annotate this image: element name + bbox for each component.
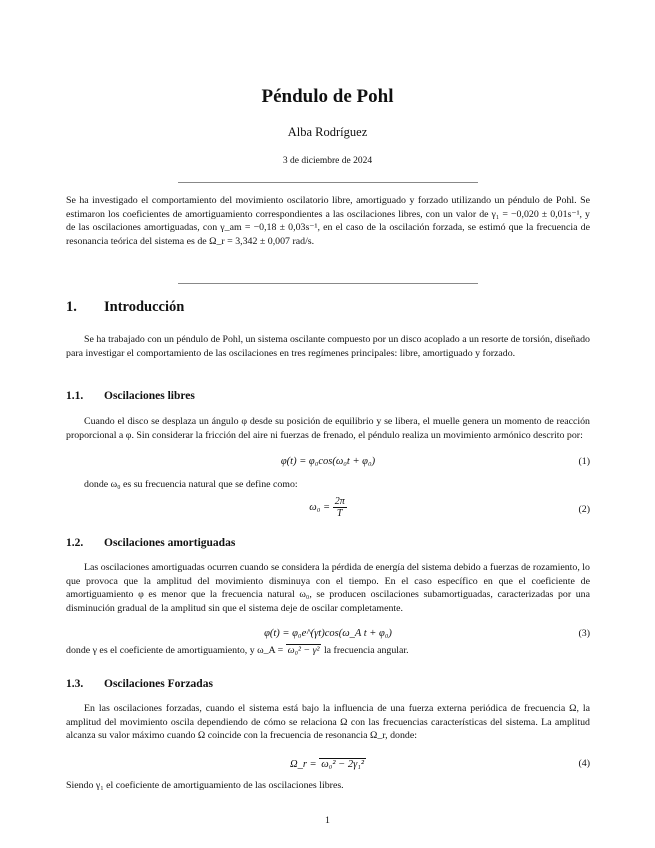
equation-4-number: (4)	[578, 758, 590, 769]
subsection-title: Oscilaciones Forzadas	[104, 678, 213, 690]
equation-3-number: (3)	[578, 628, 590, 639]
equation-2-number: (2)	[578, 504, 590, 515]
equation-4	[66, 758, 590, 771]
fraction-denominator: T	[336, 508, 343, 519]
section-heading-introduccion	[66, 299, 184, 316]
angular-frequency-paragraph	[66, 644, 590, 658]
introduction-paragraph: Se ha trabajado con un péndulo de Pohl, un sistema oscilante compuesto por un disco acoplado a un resorte de torsión, diseñado para investigar el comportamiento de las oscilaciones en tres regímenes principales: libre, amortiguado y forzado.	[66, 334, 590, 359]
subsection-title: Oscilaciones amortiguadas	[104, 537, 236, 549]
subsection-number: 1.3.	[66, 678, 84, 690]
abstract: Se ha investigado el comportamiento del movimiento oscilatorio libre, amortiguado y forzado utilizando un péndulo de Pohl. Se estimaron los coeficientes de amortiguamiento correspondientes a las oscilaciones libres, con un valor de γ₁ = −0,020 ± 0,01s⁻¹, y de las oscilaciones amortiguadas, con γ_am = −0,18 ± 0,03s⁻¹, en el caso de la oscilación forzada, se estimó que la frecuencia de resonancia teórica del sistema es de Ω_r = 3,342 ± 0,007 rad/s.	[66, 195, 590, 247]
equation-2	[66, 496, 590, 519]
free-oscillation-paragraph: Cuando el disco se desplaza un ángulo φ desde su posición de equilibrio y se libera, el muelle genera un momento de reacción proporcional a φ. Sin considerar la fricción del aire ni fuerzas de frenado, el péndulo realiza un movimiento armónico descrito por:	[66, 416, 590, 441]
publication-date: 3 de diciembre de 2024	[282, 156, 373, 166]
equation-4-lhs: Ω_r =	[290, 759, 317, 770]
paper-title: Péndulo de Pohl	[261, 86, 394, 107]
section-title: Introducción	[104, 299, 185, 315]
abstract-bottom-divider	[178, 283, 478, 284]
page-number: 1	[325, 815, 330, 826]
sqrt-expression: ω₀² − 2γ₁²	[321, 759, 364, 770]
subsection-number: 1.1.	[66, 390, 84, 402]
forced-oscillation-paragraph: En las oscilaciones forzadas, cuando el sistema está bajo la influencia de una fuerza externa periódica de frecuencia Ω, la amplitud del movimiento oscila dependiendo de cómo se relaciona Ω con las frecuencias características del sistema. La amplitud alcanza su valor máximo cuando Ω coincide con la frecuencia de resonancia Ω_r, donde:	[66, 703, 590, 742]
angular-frequency-text-b: la frecuencia angular.	[323, 645, 409, 656]
author-name: Alba Rodríguez	[287, 125, 368, 139]
damped-oscillation-paragraph: Las oscilaciones amortiguadas ocurren cuando se considera la pérdida de energía del sistema debido a fuerzas de rozamiento, lo que provoca que la amplitud del movimiento disminuya con el tiempo. En el caso específico en que el coeficiente de amortiguamiento φ es menor que la frecuencia natural ω₀, se producen oscilaciones subamortiguadas, caracterizadas por una disminución gradual de la amplitud sin que el sistema deje de oscilar completamente.	[66, 562, 590, 614]
subsection-number: 1.2.	[66, 537, 84, 549]
equation-1-number: (1)	[578, 456, 590, 467]
equation-3	[66, 628, 590, 639]
fraction-numerator: 2π	[334, 496, 345, 507]
subsection-heading-oscilaciones-libres	[66, 390, 195, 402]
equation-2-lhs: ω₀ =	[309, 501, 331, 513]
subsection-heading-oscilaciones-amortiguadas	[66, 537, 235, 549]
equation-1-body: φ(t) = φ₀cos(ω₀t + φ₀)	[280, 456, 376, 467]
sqrt-expression: ω₀² − γ²	[287, 645, 320, 656]
natural-frequency-paragraph: donde ω₀ es su frecuencia natural que se define como:	[84, 479, 298, 490]
section-number: 1.	[66, 299, 77, 315]
abstract-top-divider	[178, 182, 478, 183]
subsection-heading-oscilaciones-forzadas	[66, 678, 213, 690]
equation-3-body: φ(t) = φ₀e^(γt)cos(ω_A t + φ₀)	[264, 628, 392, 639]
subsection-title: Oscilaciones libres	[104, 390, 195, 402]
free-damping-note: Siendo γ₁ el coeficiente de amortiguamiento de las oscilaciones libres.	[66, 780, 344, 791]
equation-1	[66, 456, 590, 467]
equation-2-fraction	[333, 496, 347, 519]
angular-frequency-text-a: donde γ es el coeficiente de amortiguamiento, y ω_A =	[66, 645, 284, 656]
